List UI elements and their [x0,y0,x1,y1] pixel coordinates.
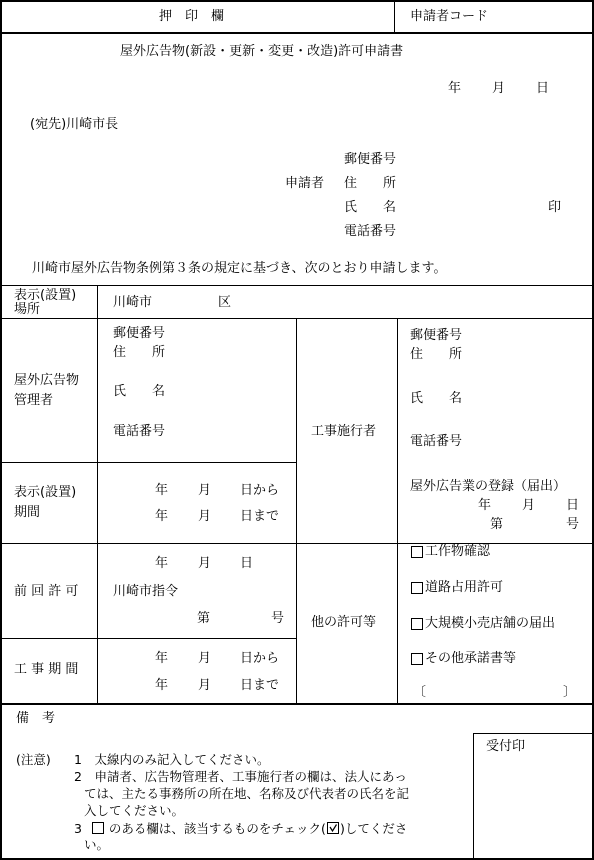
checkbox-sample-icon [92,822,104,834]
note-2-line-3: 入してください。 [84,803,185,818]
previous-day: 日 [240,556,254,571]
contractor-reg-year: 年 [478,498,492,513]
period-from-month: 月 [198,483,212,498]
checkbox-large-retail[interactable] [411,618,423,630]
construction-to-day: 日まで [240,678,280,693]
location-label-1: 表示(設置) [14,288,77,303]
bracket-open: 〔 [413,685,427,700]
application-date-day: 日 [536,81,550,96]
contractor-reg-no-suffix: 号 [566,517,580,532]
period-from-day: 日から [240,483,280,498]
previous-no-prefix: 第 [197,611,211,626]
manager-label-1: 屋外広告物 [14,373,80,388]
contractor-label: 工事施行者 [311,424,377,439]
previous-directive: 川崎市指令 [113,584,179,599]
previous-label: 前 回 許 可 [14,584,79,599]
row-line-construction [0,638,297,639]
contractor-reg-month: 月 [522,498,536,513]
period-label-2: 期間 [14,505,41,520]
note-3-number: 3 [74,821,82,836]
construction-from-day: 日から [240,651,280,666]
permit-item-building-confirmation: 工作物確認 [425,544,491,559]
note-1: 1 太線内のみ記入してください。 [74,752,270,767]
manager-address-label: 住 所 [113,345,166,360]
note-2-line-2: ては、主たる事務所の所在地、名称及び代表者の氏名を記 [84,786,410,801]
note-3-text-end: )してくださ [339,821,408,836]
seal-column-header: 押 印 欄 [159,9,225,24]
previous-year: 年 [155,556,169,571]
period-label-1: 表示(設置) [14,485,77,500]
seal-mark: 印 [548,200,562,215]
row-line-previous [0,543,594,544]
application-statement: 川崎市屋外広告物条例第３条の規定に基づき、次のとおり申請します。 [32,261,447,276]
header-divider [394,0,395,33]
note-3-text: のある欄は、該当するものをチェック( [108,821,326,836]
period-from-year: 年 [155,483,169,498]
application-date-month: 月 [492,81,506,96]
contractor-reg-no-prefix: 第 [490,517,504,532]
contractor-reg-day: 日 [566,498,580,513]
construction-from-month: 月 [198,651,212,666]
manager-name-label: 氏 名 [113,384,166,399]
location-ward: 区 [218,295,232,310]
construction-to-year: 年 [155,678,169,693]
manager-label-2: 管理者 [14,393,54,408]
notes-label: (注意) [16,752,51,767]
permit-item-other-consents: その他承諾書等 [425,651,517,666]
mid-divider-left [296,318,297,704]
permit-item-road-occupancy: 道路占用許可 [425,580,504,595]
contractor-registration-label: 屋外広告業の登録（届出） [410,479,567,494]
remarks-label: 備 考 [16,711,56,726]
period-to-day: 日まで [240,509,280,524]
contractor-phone-label: 電話番号 [410,434,463,449]
reception-left [473,733,474,860]
checkbox-other-consents[interactable] [411,653,423,665]
note-3-line-2: い。 [84,837,110,852]
form-title: 屋外広告物(新設・更新・変更・改造)許可申請書 [120,44,404,59]
construction-to-month: 月 [198,678,212,693]
previous-month: 月 [198,556,212,571]
applicant-postal-label: 郵便番号 [344,152,397,167]
note-3 [74,822,407,836]
manager-phone-label: 電話番号 [113,424,166,439]
checkmark-sample-icon [327,822,339,834]
border-top [0,0,594,2]
applicant-name-label: 氏 名 [344,200,397,215]
permit-item-large-retail: 大規模小売店舗の届出 [425,616,556,631]
contractor-postal-label: 郵便番号 [410,328,463,343]
construction-label: 工 事 期 間 [14,662,79,677]
location-city: 川崎市 [113,295,153,310]
contractor-name-label: 氏 名 [410,391,463,406]
mid-divider-right [397,318,398,704]
reception-stamp-label: 受付印 [486,739,526,754]
bracket-close: 〕 [563,685,577,700]
checkbox-building-confirmation[interactable] [411,546,423,558]
label-col-divider [97,286,98,704]
table-bottom [0,703,594,705]
manager-postal-label: 郵便番号 [113,326,166,341]
applicant-label: 申請者 [285,176,325,191]
construction-from-year: 年 [155,651,169,666]
border-left [0,0,2,860]
application-bottom [0,285,594,286]
period-to-year: 年 [155,509,169,524]
reception-top [473,733,594,734]
previous-no-suffix: 号 [271,611,285,626]
location-label-2: 場所 [14,302,41,317]
note-2-line-1: 2 申請者、広告物管理者、工事施行者の欄は、法人にあっ [74,769,407,784]
row-line-period [0,462,297,463]
period-to-month: 月 [198,509,212,524]
applicant-address-label: 住 所 [344,176,397,191]
addressee: (宛先)川崎市長 [30,117,119,132]
application-date-year: 年 [448,81,462,96]
header-bottom [0,32,594,34]
applicant-code-header: 申請者コード [410,9,489,24]
contractor-address-label: 住 所 [410,347,463,362]
location-bottom [0,318,594,319]
other-permits-label: 他の許可等 [311,615,377,630]
checkbox-road-occupancy[interactable] [411,582,423,594]
applicant-phone-label: 電話番号 [344,224,397,239]
